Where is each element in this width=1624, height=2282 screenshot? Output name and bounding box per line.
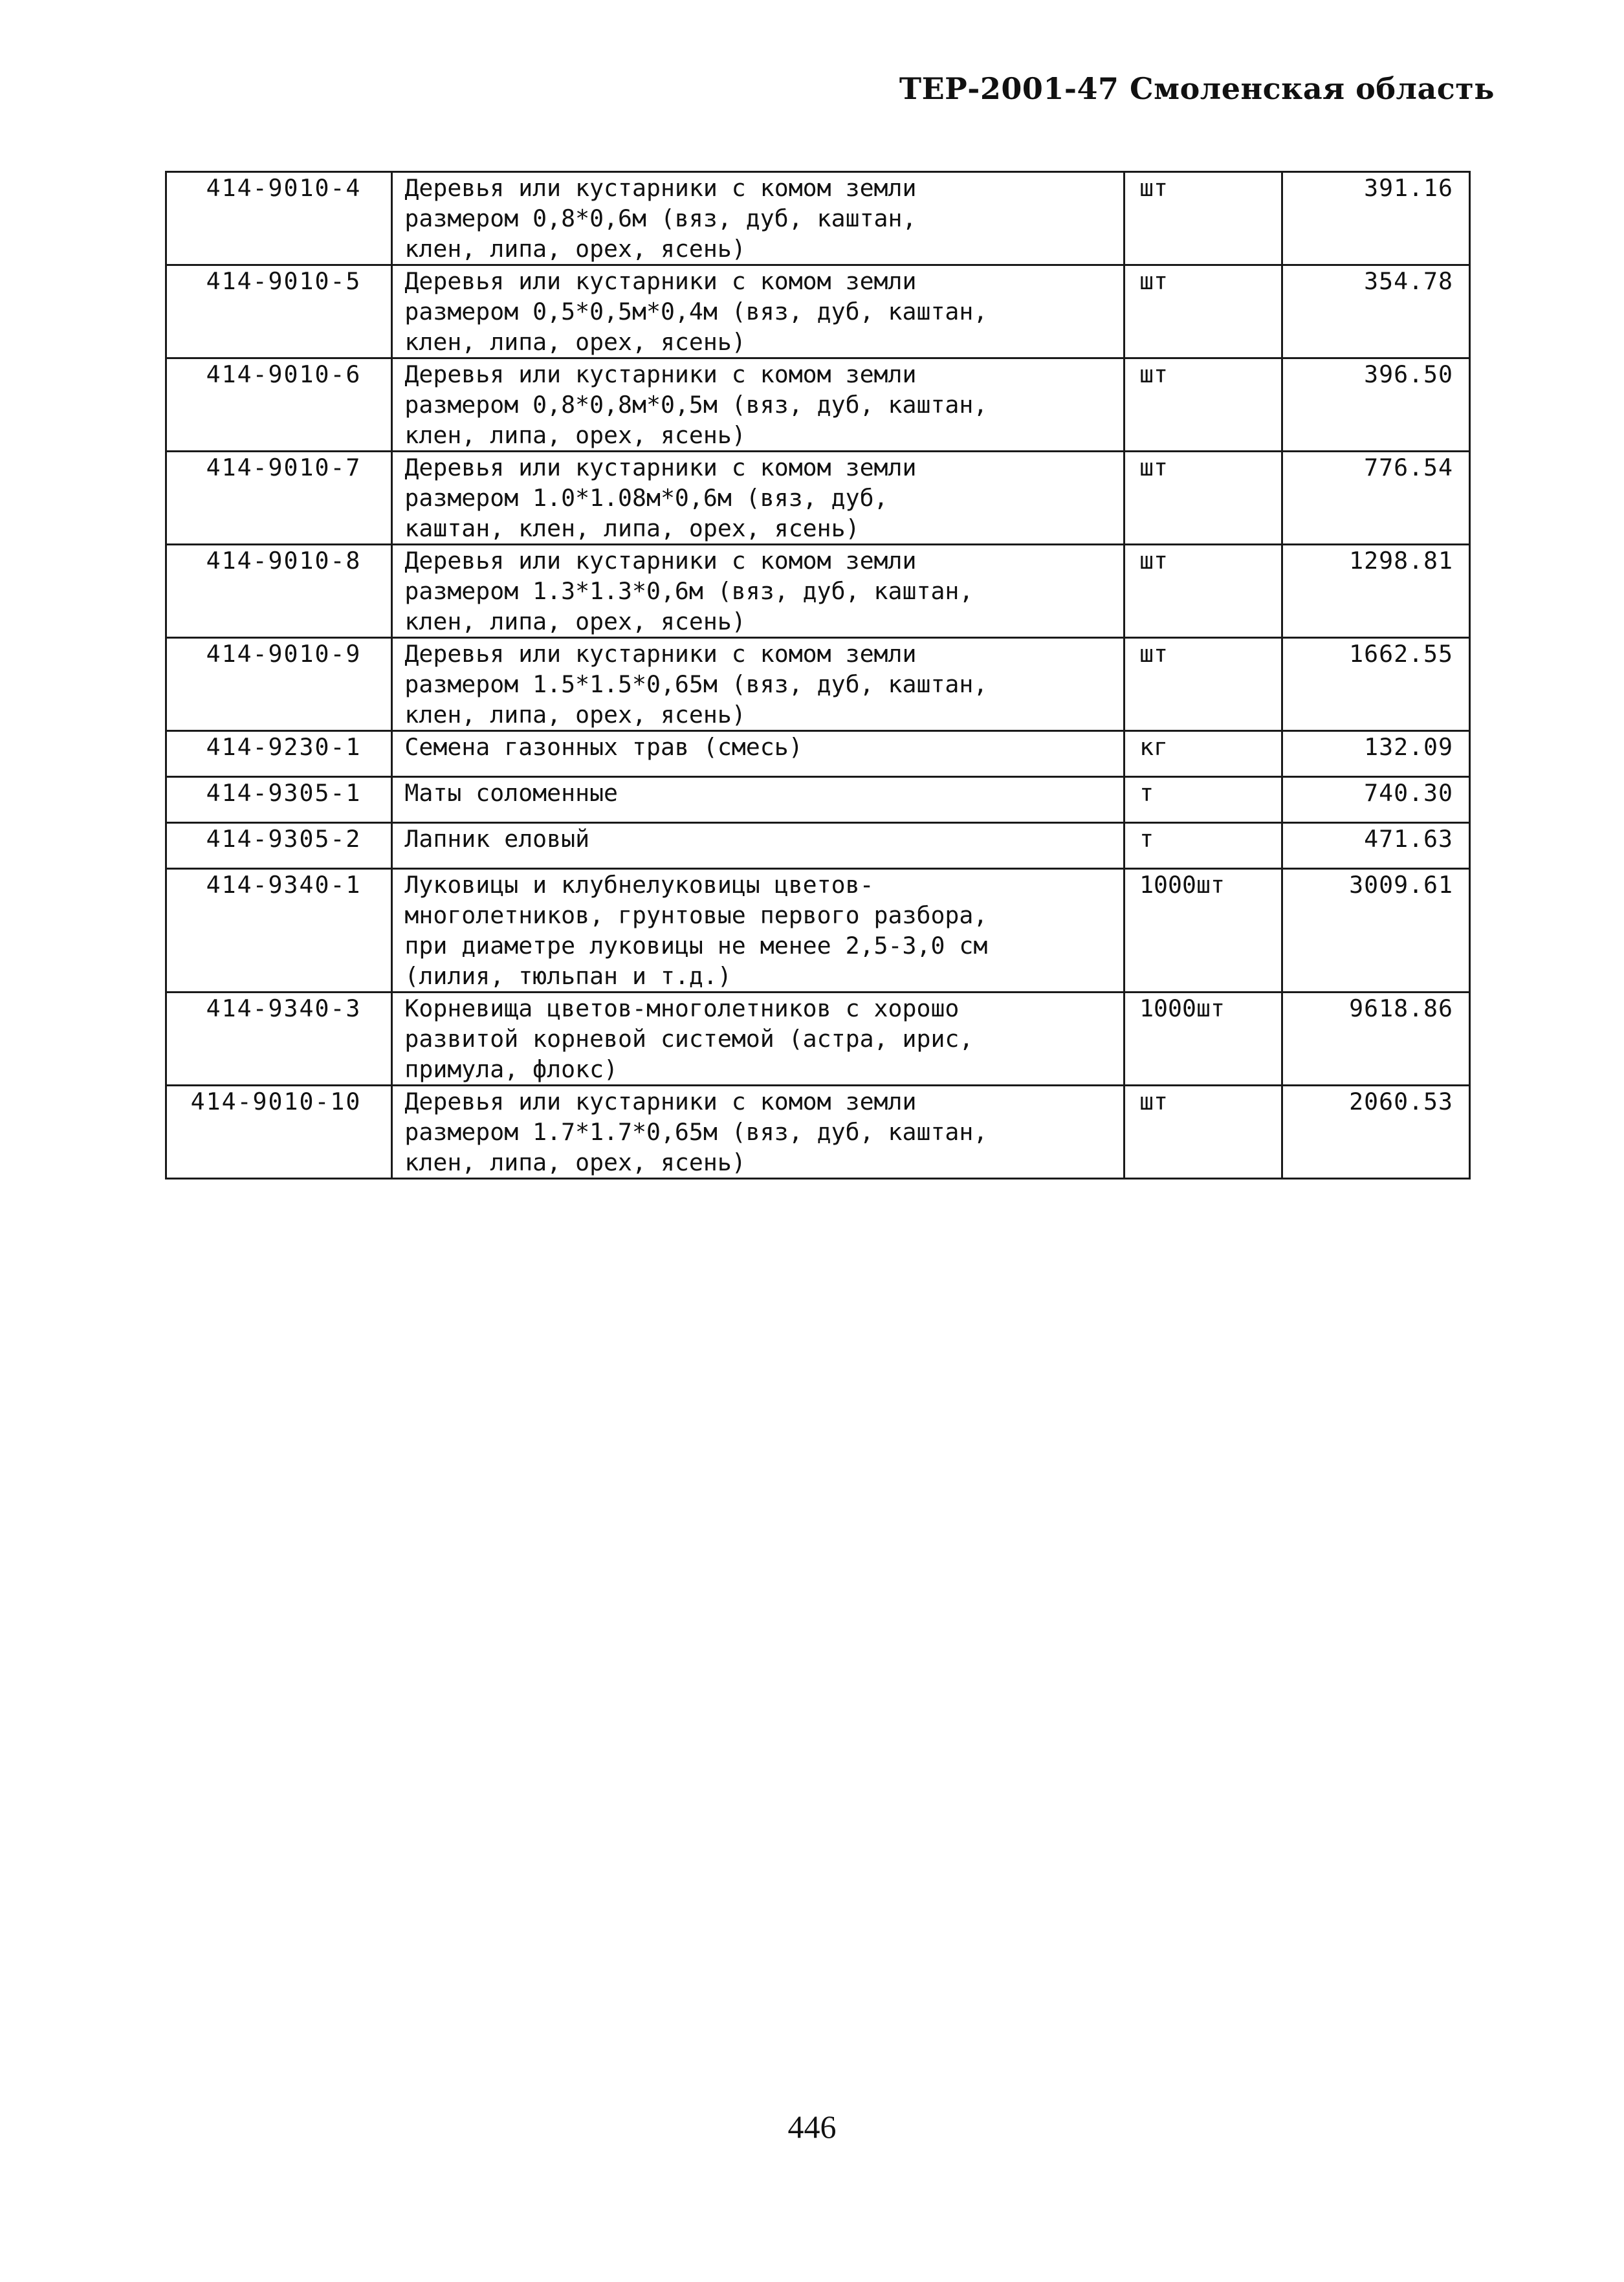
resource-code: 414-9305-1 [166, 777, 392, 823]
unit-price: 2060.53 [1282, 1086, 1470, 1179]
resource-code: 414-9340-3 [166, 993, 392, 1086]
resource-description: Лапник еловый [392, 823, 1125, 869]
unit-price: 132.09 [1282, 731, 1470, 777]
unit-of-measure: шт [1125, 358, 1282, 452]
table-row [166, 638, 1470, 731]
unit-of-measure: т [1125, 777, 1282, 823]
table-row [166, 869, 1470, 993]
resource-description: Луковицы и клубнелуковицы цветов- многолетников, грунтовые первого разбора, при диаметре луковицы не менее 2,5-3,0 см (лилия, тюльпан и т.д.) [392, 869, 1125, 993]
resource-description: Деревья или кустарники с комом земли размером 0,5*0,5м*0,4м (вяз, дуб, каштан, клен, липа, орех, ясень) [392, 265, 1125, 358]
unit-price: 1662.55 [1282, 638, 1470, 731]
resource-description: Деревья или кустарники с комом земли размером 1.5*1.5*0,65м (вяз, дуб, каштан, клен, липа, орех, ясень) [392, 638, 1125, 731]
table-row [166, 777, 1470, 823]
unit-of-measure: шт [1125, 545, 1282, 638]
table-row [166, 265, 1470, 358]
page-header-title: ТЕР-2001-47 Смоленская область [899, 71, 1495, 106]
resource-code: 414-9010-10 [166, 1086, 392, 1179]
table-row [166, 823, 1470, 869]
unit-of-measure: шт [1125, 452, 1282, 545]
unit-price: 3009.61 [1282, 869, 1470, 993]
unit-price: 471.63 [1282, 823, 1470, 869]
resource-description: Маты соломенные [392, 777, 1125, 823]
resource-description: Семена газонных трав (смесь) [392, 731, 1125, 777]
resource-description: Деревья или кустарники с комом земли размером 1.0*1.08м*0,6м (вяз, дуб, каштан, клен, липа, орех, ясень) [392, 452, 1125, 545]
resource-description: Деревья или кустарники с комом земли размером 0,8*0,6м (вяз, дуб, каштан, клен, липа, орех, ясень) [392, 172, 1125, 265]
resource-code: 414-9010-4 [166, 172, 392, 265]
unit-price: 1298.81 [1282, 545, 1470, 638]
resource-code: 414-9010-9 [166, 638, 392, 731]
resource-description: Деревья или кустарники с комом земли размером 1.3*1.3*0,6м (вяз, дуб, каштан, клен, липа, орех, ясень) [392, 545, 1125, 638]
table-row [166, 452, 1470, 545]
unit-of-measure: 1000шт [1125, 869, 1282, 993]
resource-description: Деревья или кустарники с комом земли размером 1.7*1.7*0,65м (вяз, дуб, каштан, клен, липа, орех, ясень) [392, 1086, 1125, 1179]
unit-price: 740.30 [1282, 777, 1470, 823]
unit-of-measure: т [1125, 823, 1282, 869]
resource-price-table [165, 171, 1471, 1179]
resource-code: 414-9305-2 [166, 823, 392, 869]
unit-of-measure: кг [1125, 731, 1282, 777]
resource-code: 414-9010-7 [166, 452, 392, 545]
table-row [166, 731, 1470, 777]
unit-price: 396.50 [1282, 358, 1470, 452]
unit-of-measure: шт [1125, 172, 1282, 265]
table-row [166, 358, 1470, 452]
resource-description: Корневища цветов-многолетников с хорошо развитой корневой системой (астра, ирис, примула, флокс) [392, 993, 1125, 1086]
table-row [166, 993, 1470, 1086]
unit-price: 776.54 [1282, 452, 1470, 545]
resource-code: 414-9010-5 [166, 265, 392, 358]
unit-price: 9618.86 [1282, 993, 1470, 1086]
unit-of-measure: шт [1125, 1086, 1282, 1179]
resource-code: 414-9340-1 [166, 869, 392, 993]
table-row [166, 1086, 1470, 1179]
unit-price: 354.78 [1282, 265, 1470, 358]
resource-code: 414-9010-6 [166, 358, 392, 452]
resource-code: 414-9230-1 [166, 731, 392, 777]
unit-of-measure: шт [1125, 265, 1282, 358]
unit-price: 391.16 [1282, 172, 1470, 265]
resource-description: Деревья или кустарники с комом земли размером 0,8*0,8м*0,5м (вяз, дуб, каштан, клен, липа, орех, ясень) [392, 358, 1125, 452]
table-row [166, 545, 1470, 638]
page-number: 446 [787, 2109, 837, 2145]
unit-of-measure: шт [1125, 638, 1282, 731]
unit-of-measure: 1000шт [1125, 993, 1282, 1086]
resource-code: 414-9010-8 [166, 545, 392, 638]
table-row [166, 172, 1470, 265]
